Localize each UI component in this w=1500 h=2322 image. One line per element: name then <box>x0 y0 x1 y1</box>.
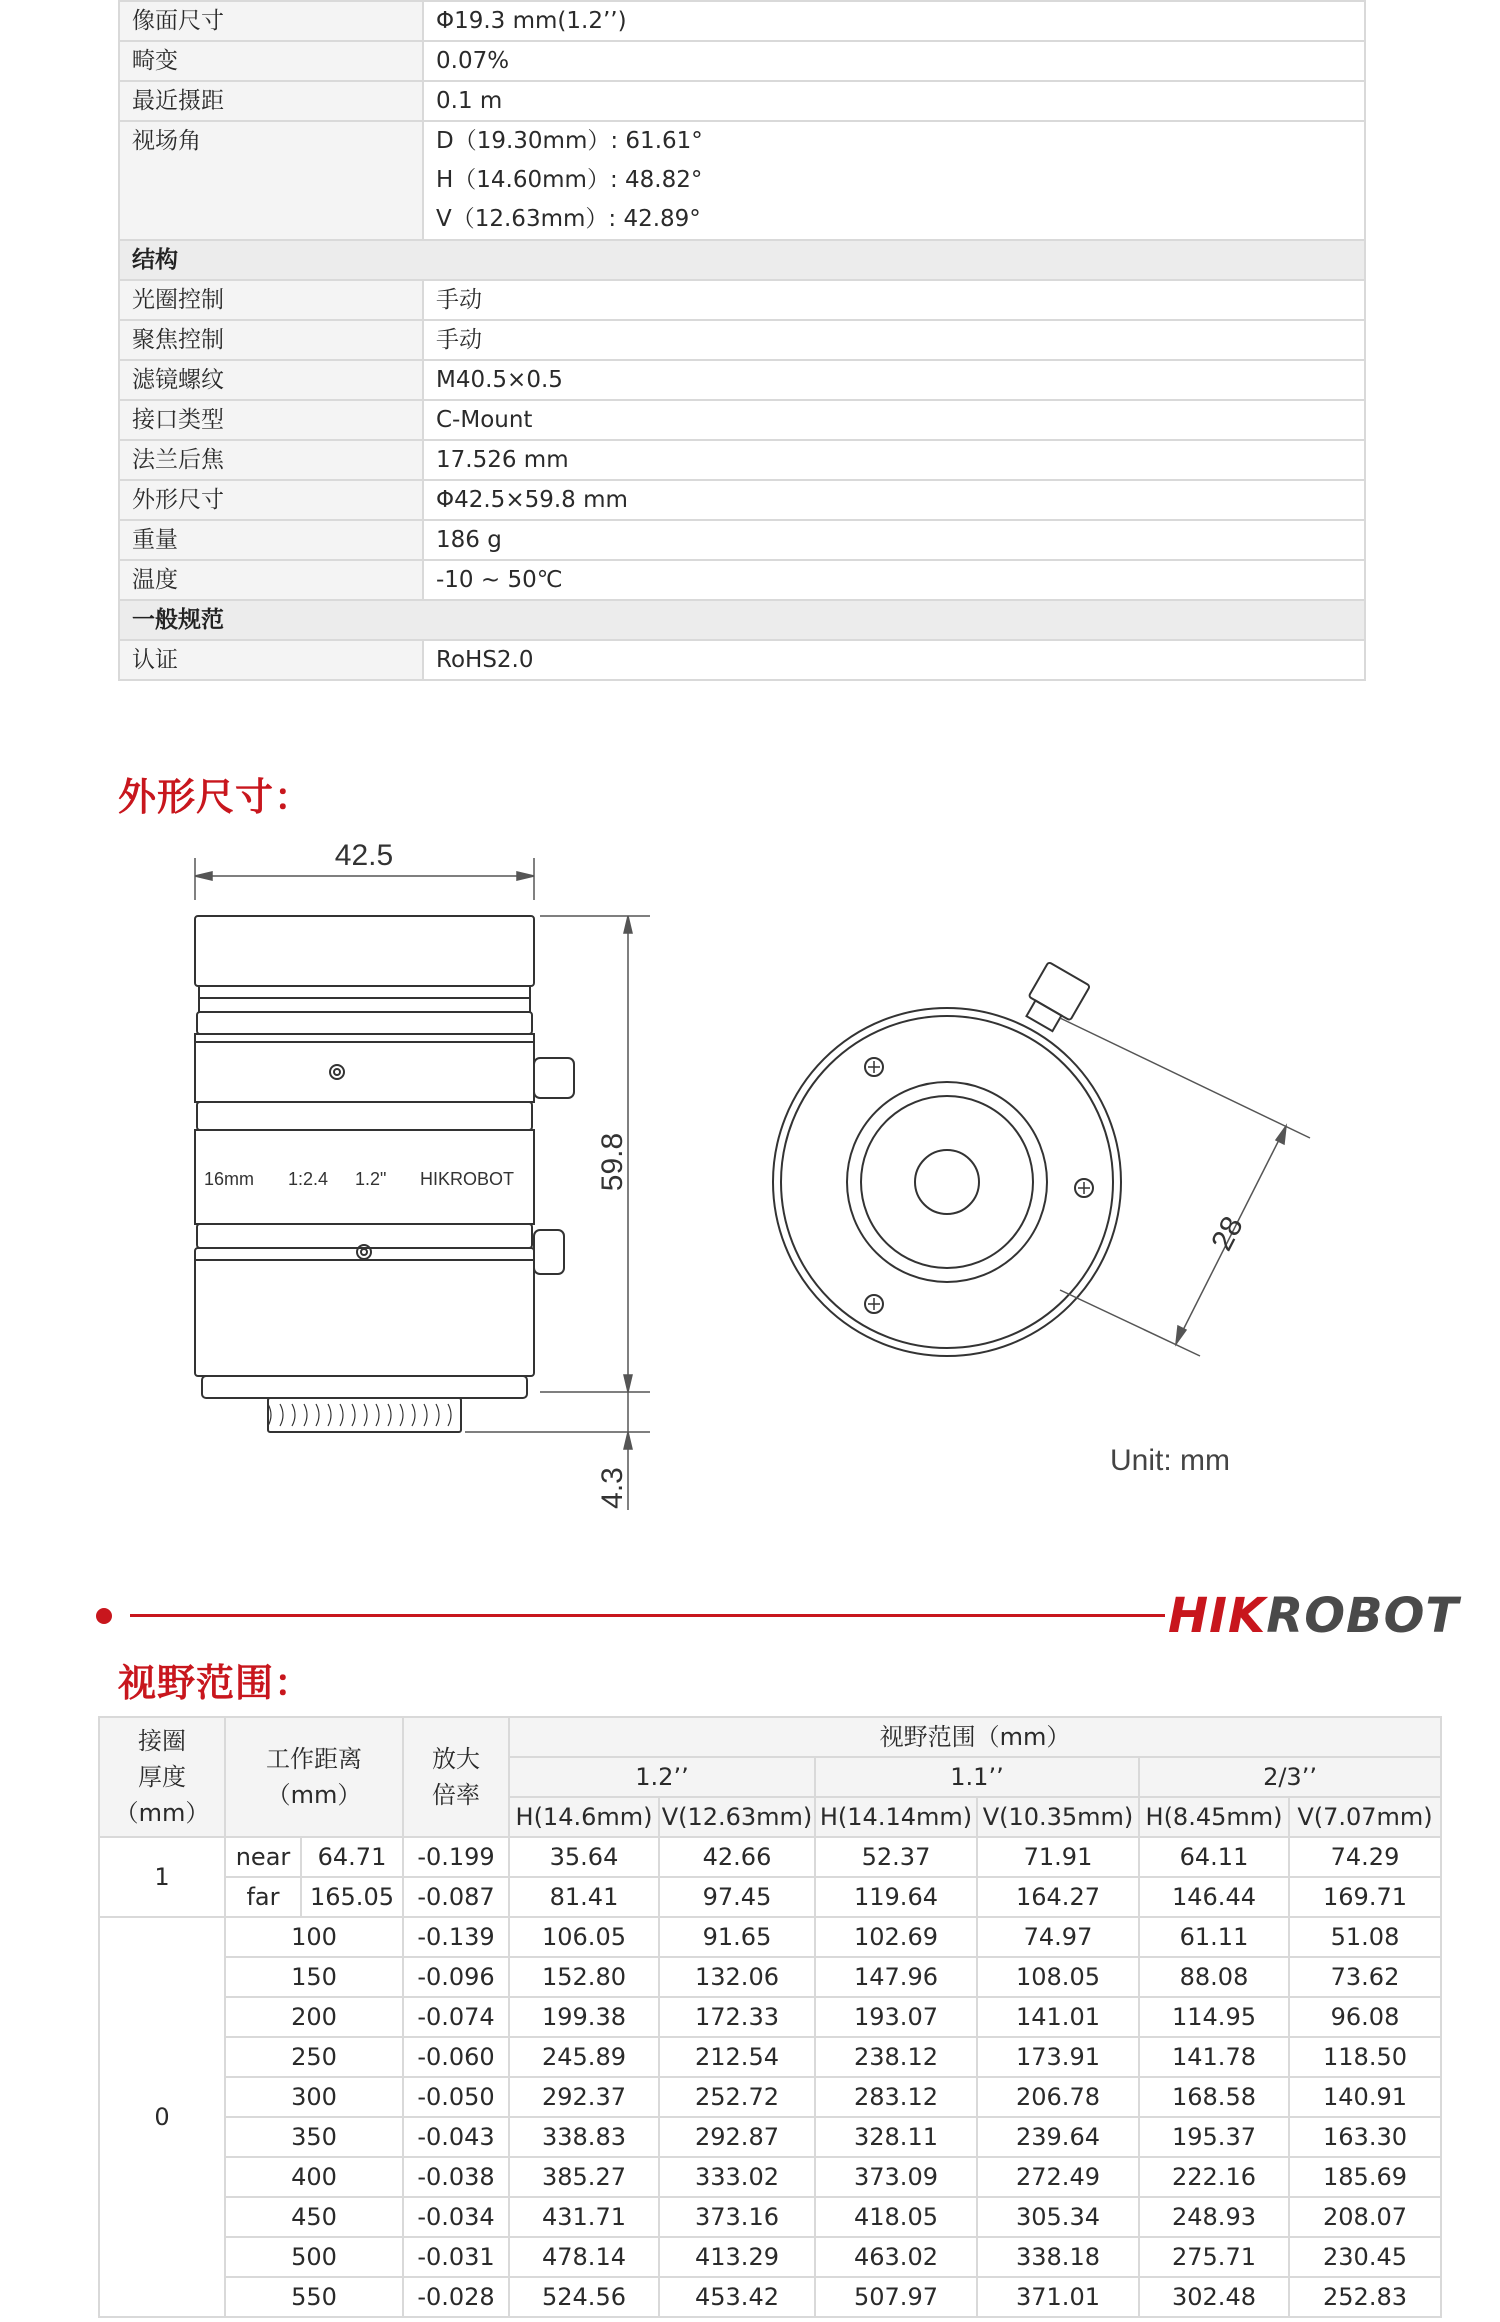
spec-row <box>119 121 1365 240</box>
fov-value: 245.89 <box>509 2037 659 2077</box>
fov-value: 507.97 <box>815 2277 977 2317</box>
spec-value: 186 g <box>423 520 1365 560</box>
fov-value: 230.45 <box>1289 2237 1441 2277</box>
fov-value: 97.45 <box>659 1877 815 1917</box>
fov-value: 132.06 <box>659 1957 815 1997</box>
fov-header-size-2-3: 2/3’’ <box>1139 1757 1441 1797</box>
screw-dimension <box>1060 1018 1310 1356</box>
fov-value: 302.48 <box>1139 2277 1289 2317</box>
fov-table-row <box>99 2277 1441 2317</box>
spec-row <box>119 520 1365 560</box>
fov-value: 208.07 <box>1289 2197 1441 2237</box>
fov-table-row <box>99 1877 1441 1917</box>
fov-table-row <box>99 1837 1441 1877</box>
fov-table-row <box>99 1957 1441 1997</box>
spec-section-title: 结构 <box>119 240 1365 280</box>
fov-value: 141.01 <box>977 1997 1139 2037</box>
spec-key: 认证 <box>119 640 423 680</box>
fov-value: 35.64 <box>509 1837 659 1877</box>
brand-logo-part2: ROBOT <box>1266 1588 1460 1644</box>
spec-row <box>119 280 1365 320</box>
fov-header-spacer: 接圈 厚度 （mm） <box>99 1717 225 1837</box>
fov-value: 238.12 <box>815 2037 977 2077</box>
fov-col-header: V(12.63mm) <box>659 1797 815 1837</box>
lens-text-aperture: 1:2.4 <box>288 1169 329 1189</box>
fov-working-distance: 300 <box>225 2077 403 2117</box>
fov-value: 524.56 <box>509 2277 659 2317</box>
fov-value: 328.11 <box>815 2117 977 2157</box>
fov-table-row <box>99 2197 1441 2237</box>
fov-value: 275.71 <box>1139 2237 1289 2277</box>
fov-value: 52.37 <box>815 1837 977 1877</box>
spec-value-line: H（14.60mm）: 48.82° <box>436 167 703 193</box>
spec-value: 手动 <box>423 320 1365 360</box>
fov-value: 106.05 <box>509 1917 659 1957</box>
fov-value: 195.37 <box>1139 2117 1289 2157</box>
fov-value: 164.27 <box>977 1877 1139 1917</box>
spec-row <box>119 640 1365 680</box>
fov-value: 338.83 <box>509 2117 659 2157</box>
fov-value: 373.09 <box>815 2157 977 2197</box>
lens-text-focal: 16mm <box>204 1169 255 1189</box>
fov-value: 173.91 <box>977 2037 1139 2077</box>
fov-value: 252.83 <box>1289 2277 1441 2317</box>
fov-value: 73.62 <box>1289 1957 1441 1997</box>
spec-row <box>119 440 1365 480</box>
fov-working-distance: 64.71 <box>301 1837 403 1877</box>
fov-value: 283.12 <box>815 2077 977 2117</box>
fov-magnification: -0.050 <box>403 2077 509 2117</box>
fov-magnification: -0.087 <box>403 1877 509 1917</box>
fov-header-wd: 工作距离 （mm） <box>225 1717 403 1837</box>
fov-value: 102.69 <box>815 1917 977 1957</box>
fov-value: 42.66 <box>659 1837 815 1877</box>
lens-text-brand: HIKROBOT <box>420 1169 515 1189</box>
fov-table-row <box>99 2117 1441 2157</box>
fov-header-size-1-2: 1.2’’ <box>509 1757 815 1797</box>
fov-value: 71.91 <box>977 1837 1139 1877</box>
flange-label: 4.3 <box>596 1467 629 1509</box>
width-label: 42.5 <box>334 839 394 872</box>
fov-magnification: -0.060 <box>403 2037 509 2077</box>
spec-value: Φ19.3 mm(1.2’’) <box>423 1 1365 41</box>
fov-value: 418.05 <box>815 2197 977 2237</box>
spec-key: 接口类型 <box>119 400 423 440</box>
spec-key: 像面尺寸 <box>119 1 423 41</box>
fov-value: 185.69 <box>1289 2157 1441 2197</box>
dimension-drawing <box>0 820 1500 1540</box>
spec-value-line: D（19.30mm）: 61.61° <box>436 128 703 154</box>
fov-value: 193.07 <box>815 1997 977 2037</box>
fov-value: 413.29 <box>659 2237 815 2277</box>
fov-table-row <box>99 1917 1441 1957</box>
fov-table-row <box>99 2237 1441 2277</box>
divider-line <box>130 1614 1165 1617</box>
fov-magnification: -0.199 <box>403 1837 509 1877</box>
fov-value: 478.14 <box>509 2237 659 2277</box>
fov-value: 96.08 <box>1289 1997 1441 2037</box>
brand-logo-part1: HIK <box>1168 1588 1267 1644</box>
fov-col-header: H(8.45mm) <box>1139 1797 1289 1837</box>
fov-value: 431.71 <box>509 2197 659 2237</box>
fov-value: 222.16 <box>1139 2157 1289 2197</box>
spec-value: 17.526 mm <box>423 440 1365 480</box>
lens-text-format: 1.2" <box>355 1169 387 1189</box>
fov-value: 292.87 <box>659 2117 815 2157</box>
spec-row <box>119 480 1365 520</box>
unit-label: Unit: mm <box>1110 1444 1230 1477</box>
fov-value: 64.11 <box>1139 1837 1289 1877</box>
fov-magnification: -0.034 <box>403 2197 509 2237</box>
spec-key: 滤镜螺纹 <box>119 360 423 400</box>
fov-value: 147.96 <box>815 1957 977 1997</box>
fov-table <box>98 1716 1442 2318</box>
spec-key: 温度 <box>119 560 423 600</box>
fov-working-distance: 150 <box>225 1957 403 1997</box>
fov-table-row <box>99 1997 1441 2037</box>
fov-col-header: H(14.6mm) <box>509 1797 659 1837</box>
fov-distance-label: far <box>225 1877 301 1917</box>
spec-value: -10 ~ 50℃ <box>423 560 1365 600</box>
spec-value: Φ42.5×59.8 mm <box>423 480 1365 520</box>
fov-col-header: V(10.35mm) <box>977 1797 1139 1837</box>
spec-row <box>119 560 1365 600</box>
fov-value: 292.37 <box>509 2077 659 2117</box>
spec-row <box>119 320 1365 360</box>
fov-value: 333.02 <box>659 2157 815 2197</box>
spec-key: 畸变 <box>119 41 423 81</box>
fov-value: 140.91 <box>1289 2077 1441 2117</box>
fov-value: 463.02 <box>815 2237 977 2277</box>
fov-value: 169.71 <box>1289 1877 1441 1917</box>
fov-table-row <box>99 2077 1441 2117</box>
fov-magnification: -0.074 <box>403 1997 509 2037</box>
spec-key: 光圈控制 <box>119 280 423 320</box>
fov-value: 252.72 <box>659 2077 815 2117</box>
spec-value: RoHS2.0 <box>423 640 1365 680</box>
lens-front-view <box>773 962 1121 1356</box>
fov-header-size-1-1: 1.1’’ <box>815 1757 1139 1797</box>
fov-value: 338.18 <box>977 2237 1139 2277</box>
fov-value: 239.64 <box>977 2117 1139 2157</box>
fov-value: 74.97 <box>977 1917 1139 1957</box>
fov-value: 152.80 <box>509 1957 659 1997</box>
fov-value: 371.01 <box>977 2277 1139 2317</box>
height-dimension <box>465 916 650 1510</box>
spec-key: 外形尺寸 <box>119 480 423 520</box>
fov-working-distance: 450 <box>225 2197 403 2237</box>
fov-distance-label: near <box>225 1837 301 1877</box>
fov-heading: 视野范围： <box>118 1661 314 1705</box>
spec-value: 0.07% <box>423 41 1365 81</box>
screw-label: 28 <box>1205 1211 1250 1257</box>
fov-value: 119.64 <box>815 1877 977 1917</box>
spec-value: 手动 <box>423 280 1365 320</box>
spec-key: 最近摄距 <box>119 81 423 121</box>
fov-value: 91.65 <box>659 1917 815 1957</box>
fov-value: 172.33 <box>659 1997 815 2037</box>
spec-key: 法兰后焦 <box>119 440 423 480</box>
fov-working-distance: 500 <box>225 2237 403 2277</box>
fov-magnification: -0.028 <box>403 2277 509 2317</box>
spec-value: M40.5×0.5 <box>423 360 1365 400</box>
fov-value: 305.34 <box>977 2197 1139 2237</box>
fov-magnification: -0.038 <box>403 2157 509 2197</box>
fov-working-distance: 550 <box>225 2277 403 2317</box>
brand-logo <box>1168 1588 1459 1644</box>
fov-value: 114.95 <box>1139 1997 1289 2037</box>
fov-value: 163.30 <box>1289 2117 1441 2157</box>
spec-value: 0.1 m <box>423 81 1365 121</box>
fov-value: 385.27 <box>509 2157 659 2197</box>
fov-magnification: -0.096 <box>403 1957 509 1997</box>
fov-value: 118.50 <box>1289 2037 1441 2077</box>
fov-table-row <box>99 2037 1441 2077</box>
fov-value: 272.49 <box>977 2157 1139 2197</box>
fov-working-distance: 100 <box>225 1917 403 1957</box>
spec-section-row <box>119 240 1365 280</box>
spec-section-row <box>119 600 1365 640</box>
fov-working-distance: 250 <box>225 2037 403 2077</box>
spec-key: 聚焦控制 <box>119 320 423 360</box>
spec-row <box>119 41 1365 81</box>
fov-spacer-cell: 0 <box>99 1917 225 2317</box>
spec-row <box>119 1 1365 41</box>
fov-working-distance: 165.05 <box>301 1877 403 1917</box>
fov-value: 81.41 <box>509 1877 659 1917</box>
spec-row <box>119 81 1365 121</box>
spec-key: 重量 <box>119 520 423 560</box>
fov-value: 141.78 <box>1139 2037 1289 2077</box>
fov-col-header: H(14.14mm) <box>815 1797 977 1837</box>
fov-magnification: -0.043 <box>403 2117 509 2157</box>
fov-working-distance: 350 <box>225 2117 403 2157</box>
fov-value: 51.08 <box>1289 1917 1441 1957</box>
fov-working-distance: 400 <box>225 2157 403 2197</box>
fov-spacer-cell: 1 <box>99 1837 225 1917</box>
fov-working-distance: 200 <box>225 1997 403 2037</box>
fov-header-fov: 视野范围（mm） <box>509 1717 1441 1757</box>
fov-value: 88.08 <box>1139 1957 1289 1997</box>
fov-value: 146.44 <box>1139 1877 1289 1917</box>
fov-magnification: -0.139 <box>403 1917 509 1957</box>
fov-value: 199.38 <box>509 1997 659 2037</box>
dimensions-heading: 外形尺寸： <box>118 775 314 819</box>
fov-table-row <box>99 2157 1441 2197</box>
fov-col-header: V(7.07mm) <box>1289 1797 1441 1837</box>
spec-row <box>119 360 1365 400</box>
fov-value: 206.78 <box>977 2077 1139 2117</box>
fov-value: 453.42 <box>659 2277 815 2317</box>
fov-value: 212.54 <box>659 2037 815 2077</box>
spec-row <box>119 400 1365 440</box>
spec-table <box>118 0 1366 681</box>
fov-value: 373.16 <box>659 2197 815 2237</box>
fov-header-mag: 放大 倍率 <box>403 1717 509 1837</box>
spec-value: C-Mount <box>423 400 1365 440</box>
spec-section-title: 一般规范 <box>119 600 1365 640</box>
divider-dot <box>96 1608 112 1624</box>
fov-value: 248.93 <box>1139 2197 1289 2237</box>
fov-value: 61.11 <box>1139 1917 1289 1957</box>
fov-value: 108.05 <box>977 1957 1139 1997</box>
fov-value: 74.29 <box>1289 1837 1441 1877</box>
spec-value-line: V（12.63mm）: 42.89° <box>436 206 701 232</box>
fov-magnification: -0.031 <box>403 2237 509 2277</box>
spec-key: 视场角 <box>119 121 423 240</box>
spec-value <box>423 121 1365 240</box>
fov-value: 168.58 <box>1139 2077 1289 2117</box>
height-label: 59.8 <box>596 1132 629 1192</box>
